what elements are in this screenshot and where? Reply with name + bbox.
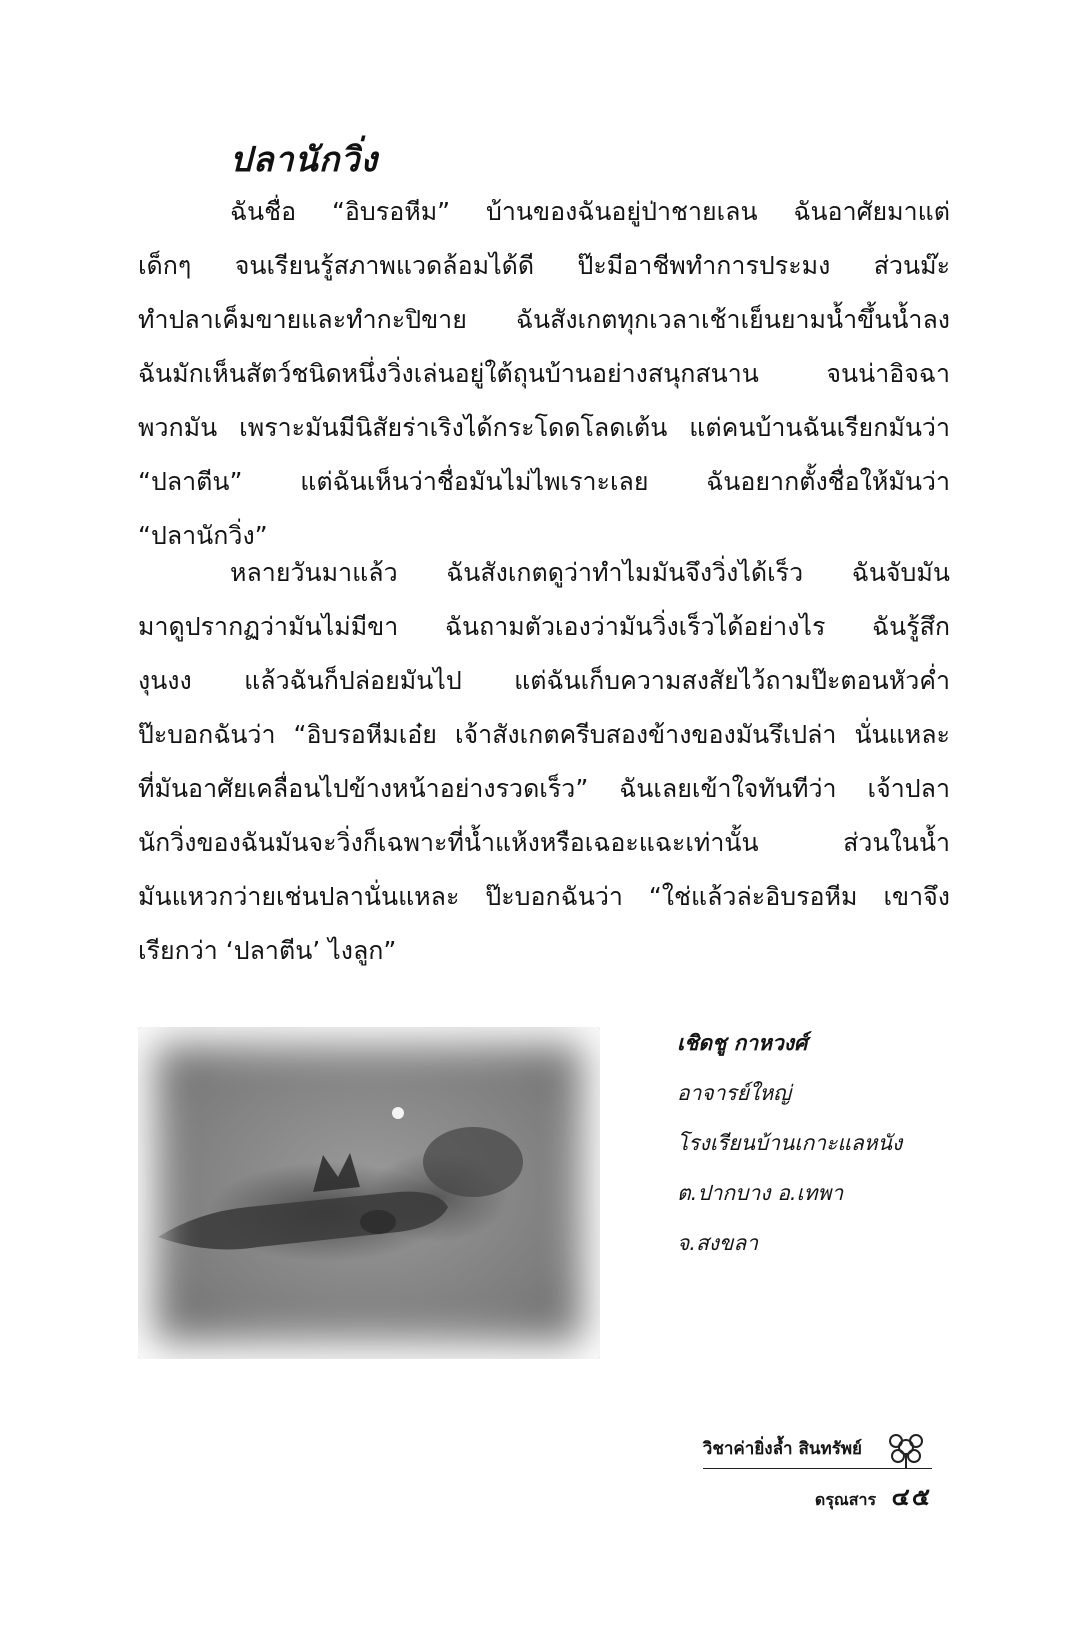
text-line: “ปลาตีน” แต่ฉันเห็นว่าชื่อมันไม่ไพเราะเลย ฉันอยากตั้งชื่อให้มันว่า: [138, 467, 950, 496]
author-district: ต.ปากบาง อ.เทพา: [677, 1181, 844, 1205]
text-line: ฉันชื่อ “อิบรอหีม” บ้านของฉันอยู่ป่าชายเลน ฉันอาศัยมาแต่: [230, 197, 950, 226]
author-name: เชิดชู กาหวงศ์: [677, 1031, 808, 1055]
text-line: ที่มันอาศัยเคลื่อนไปข้างหน้าอย่างรวดเร็ว” ฉันเลยเข้าใจทันทีว่า เจ้าปลา: [138, 774, 950, 803]
flower-logo-icon: [882, 1429, 930, 1469]
author-position: อาจารย์ใหญ่: [677, 1081, 792, 1105]
text-line: มาดูปรากฏว่ามันไม่มีขา ฉันถามตัวเองว่ามันวิ่งเร็วได้อย่างไร ฉันรู้สึก: [138, 612, 950, 641]
text-line: งุนงง แล้วฉันก็ปล่อยมันไป แต่ฉันเก็บความสงสัยไว้ถามป๊ะตอนหัวค่ำ: [138, 666, 950, 695]
author-province: จ.สงขลา: [677, 1231, 759, 1255]
text-line: เด็กๆ จนเรียนรู้สภาพแวดล้อมได้ดี ป๊ะมีอาชีพทำการประมง ส่วนม๊ะ: [138, 251, 950, 280]
text-line: ทำปลาเค็มขายและทำกะปิขาย ฉันสังเกตทุกเวลาเช้าเย็นยามน้ำขึ้นน้ำลง: [138, 305, 950, 334]
series-title: วิชาค่ายิ่งล้ำ สินทรัพย์: [703, 1435, 932, 1469]
text-line: นักวิ่งของฉันมันจะวิ่งก็เฉพาะที่น้ำแห้งหรือเฉอะแฉะเท่านั้น ส่วนในน้ำ: [138, 828, 950, 857]
author-credit: [677, 1018, 902, 1268]
text-line: หลายวันมาแล้ว ฉันสังเกตดูว่าทำไมมันจึงวิ่งได้เร็ว ฉันจับมัน: [230, 558, 950, 587]
article-title: ปลานักวิ่ง: [230, 140, 379, 180]
text-line: “ปลานักวิ่ง”: [138, 521, 268, 550]
mudskipper-photo: [138, 1027, 600, 1359]
text-line: ฉันมักเห็นสัตว์ชนิดหนึ่งวิ่งเล่นอยู่ใต้ถุนบ้านอย่างสนุกสนาน จนน่าอิจฉา: [138, 359, 950, 388]
publication-name: ดรุณสาร: [814, 1490, 877, 1509]
text-line: เรียกว่า ‘ปลาตีน’ ไงลูก”: [138, 936, 397, 965]
paragraph-2: [138, 546, 950, 978]
text-line: ป๊ะบอกฉันว่า “อิบรอหีมเอ๋ย เจ้าสังเกตครีบสองข้างของมันรึเปล่า นั่นแหละ: [138, 720, 950, 749]
page-footer: [703, 1435, 932, 1516]
text-line: มันแหวกว่ายเช่นปลานั่นแหละ ป๊ะบอกฉันว่า “ใช่แล้วล่ะอิบรอหีม เขาจึง: [138, 882, 950, 911]
paragraph-1: [138, 185, 950, 563]
author-school: โรงเรียนบ้านเกาะแลหนัง: [677, 1131, 903, 1155]
page-number: ๔๕: [891, 1483, 932, 1511]
text-line: พวกมัน เพราะมันมีนิสัยร่าเริงได้กระโดดโลดเต้น แต่คนบ้านฉันเรียกมันว่า: [138, 413, 950, 442]
